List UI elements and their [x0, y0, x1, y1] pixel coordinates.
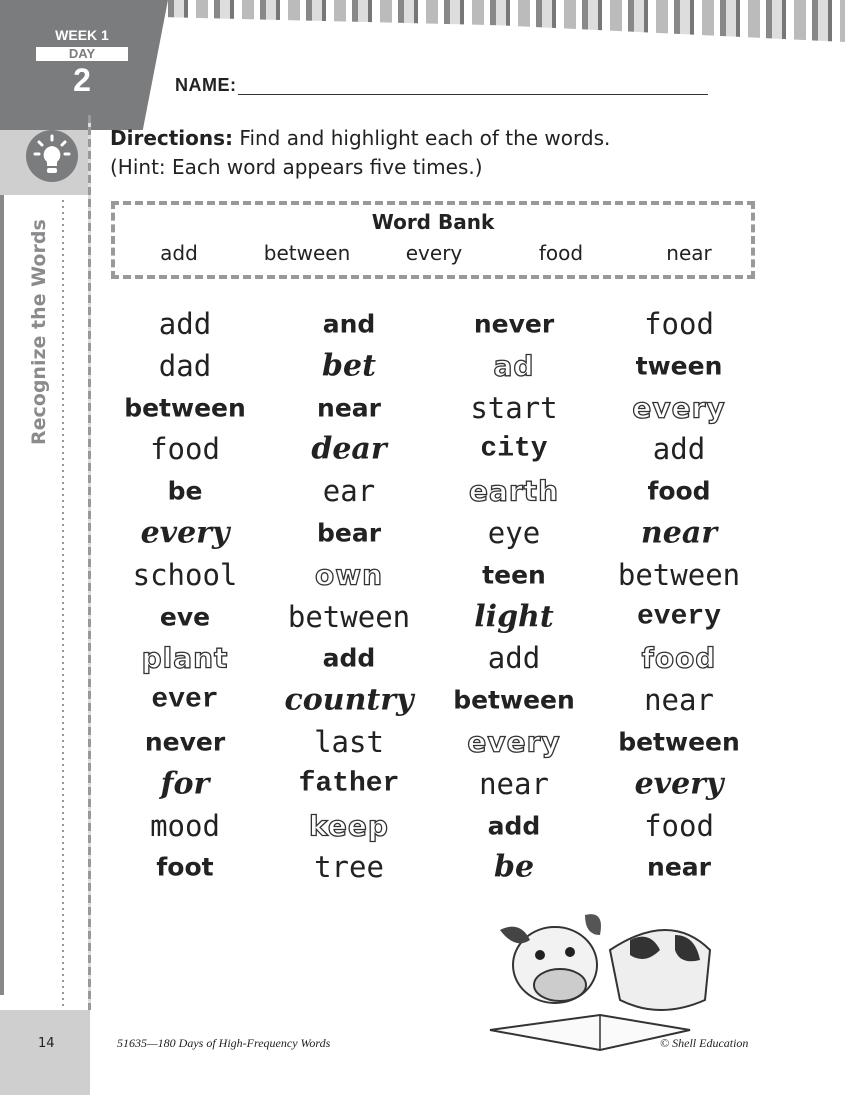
search-word[interactable]: add: [322, 643, 376, 673]
search-word[interactable]: be: [493, 849, 535, 885]
search-word[interactable]: father: [298, 768, 400, 800]
search-word[interactable]: tree: [314, 850, 384, 885]
word-bank: [111, 201, 755, 279]
search-word[interactable]: food: [644, 307, 714, 341]
search-word[interactable]: near: [647, 852, 711, 882]
search-word[interactable]: add: [487, 641, 541, 676]
search-word[interactable]: for: [160, 766, 210, 802]
search-word[interactable]: near: [317, 393, 381, 423]
search-word[interactable]: never: [473, 309, 555, 339]
search-word[interactable]: ear: [322, 474, 376, 509]
search-word[interactable]: food: [150, 432, 220, 467]
search-word[interactable]: ever: [151, 684, 219, 716]
search-word[interactable]: foot: [156, 852, 214, 882]
search-word[interactable]: eve: [159, 602, 211, 632]
dotted-divider: [62, 200, 64, 1010]
search-word[interactable]: food: [641, 641, 717, 675]
search-word[interactable]: near: [644, 683, 714, 718]
word-bank-word: food: [538, 241, 584, 265]
search-word[interactable]: tween: [635, 351, 723, 381]
search-word[interactable]: dear: [311, 431, 387, 467]
word-bank-word: between: [263, 241, 351, 265]
directions-hint: (Hint: Each word appears five times.): [110, 155, 483, 179]
directions-text: Find and highlight each of the words.: [233, 126, 611, 150]
search-word[interactable]: mood: [150, 808, 220, 843]
search-word[interactable]: own: [314, 558, 384, 592]
search-word[interactable]: teen: [482, 560, 546, 590]
copyright: © Shell Education: [660, 1036, 749, 1050]
search-word[interactable]: dad: [158, 348, 212, 383]
search-word[interactable]: bear: [316, 518, 382, 548]
search-word[interactable]: every: [467, 725, 561, 759]
week-label: WEEK 1: [55, 27, 109, 43]
name-label: NAME:: [175, 75, 237, 95]
search-word[interactable]: bet: [322, 348, 376, 384]
divider: [88, 115, 91, 1010]
search-word[interactable]: near: [640, 515, 718, 551]
search-word[interactable]: every: [636, 601, 722, 633]
search-word[interactable]: add: [487, 811, 541, 841]
search-word[interactable]: between: [617, 557, 741, 592]
word-bank-word: add: [160, 241, 198, 265]
search-word[interactable]: and: [322, 309, 376, 339]
search-word[interactable]: between: [453, 685, 575, 715]
search-word[interactable]: school: [132, 557, 238, 592]
decorative-stripes: [150, 0, 845, 42]
word-bank-word: near: [666, 241, 712, 265]
section-title: Recognize the Words: [28, 219, 50, 445]
directions-label: Directions:: [110, 126, 234, 150]
search-word[interactable]: last: [314, 725, 384, 759]
search-word[interactable]: light: [474, 599, 554, 635]
word-bank-word: every: [405, 241, 463, 265]
search-word[interactable]: food: [647, 476, 711, 506]
edge-bar: [0, 195, 4, 995]
lightbulb-icon: [26, 130, 78, 182]
search-word[interactable]: add: [652, 432, 706, 467]
search-word[interactable]: plant: [141, 641, 229, 675]
search-word[interactable]: eye: [487, 516, 541, 550]
search-word[interactable]: near: [479, 766, 549, 801]
search-word[interactable]: every: [634, 766, 724, 802]
name-field[interactable]: [238, 94, 708, 95]
word-bank-title: Word Bank: [371, 210, 495, 234]
search-word[interactable]: between: [618, 727, 740, 757]
search-word[interactable]: never: [144, 727, 226, 757]
search-word[interactable]: city: [480, 433, 548, 465]
search-word[interactable]: start: [470, 390, 558, 425]
footer-band: [0, 1010, 90, 1095]
search-word[interactable]: earth: [468, 474, 560, 508]
search-word[interactable]: between: [124, 393, 246, 423]
search-word[interactable]: every: [140, 515, 230, 551]
search-word[interactable]: keep: [309, 809, 389, 843]
page-number: 14: [38, 1036, 55, 1051]
search-word[interactable]: between: [287, 599, 411, 634]
search-word[interactable]: food: [644, 808, 714, 843]
directions: [110, 124, 610, 182]
day-number: 2: [73, 62, 91, 98]
search-word[interactable]: add: [158, 307, 212, 341]
search-word[interactable]: be: [167, 476, 203, 506]
search-word[interactable]: country: [284, 682, 414, 718]
cow-reading-illustration: [480, 890, 720, 1060]
search-word[interactable]: every: [632, 391, 726, 425]
book-title: 51635—180 Days of High-Frequency Words: [117, 1036, 331, 1050]
search-word[interactable]: ad: [493, 349, 535, 383]
day-label: DAY: [36, 47, 128, 61]
